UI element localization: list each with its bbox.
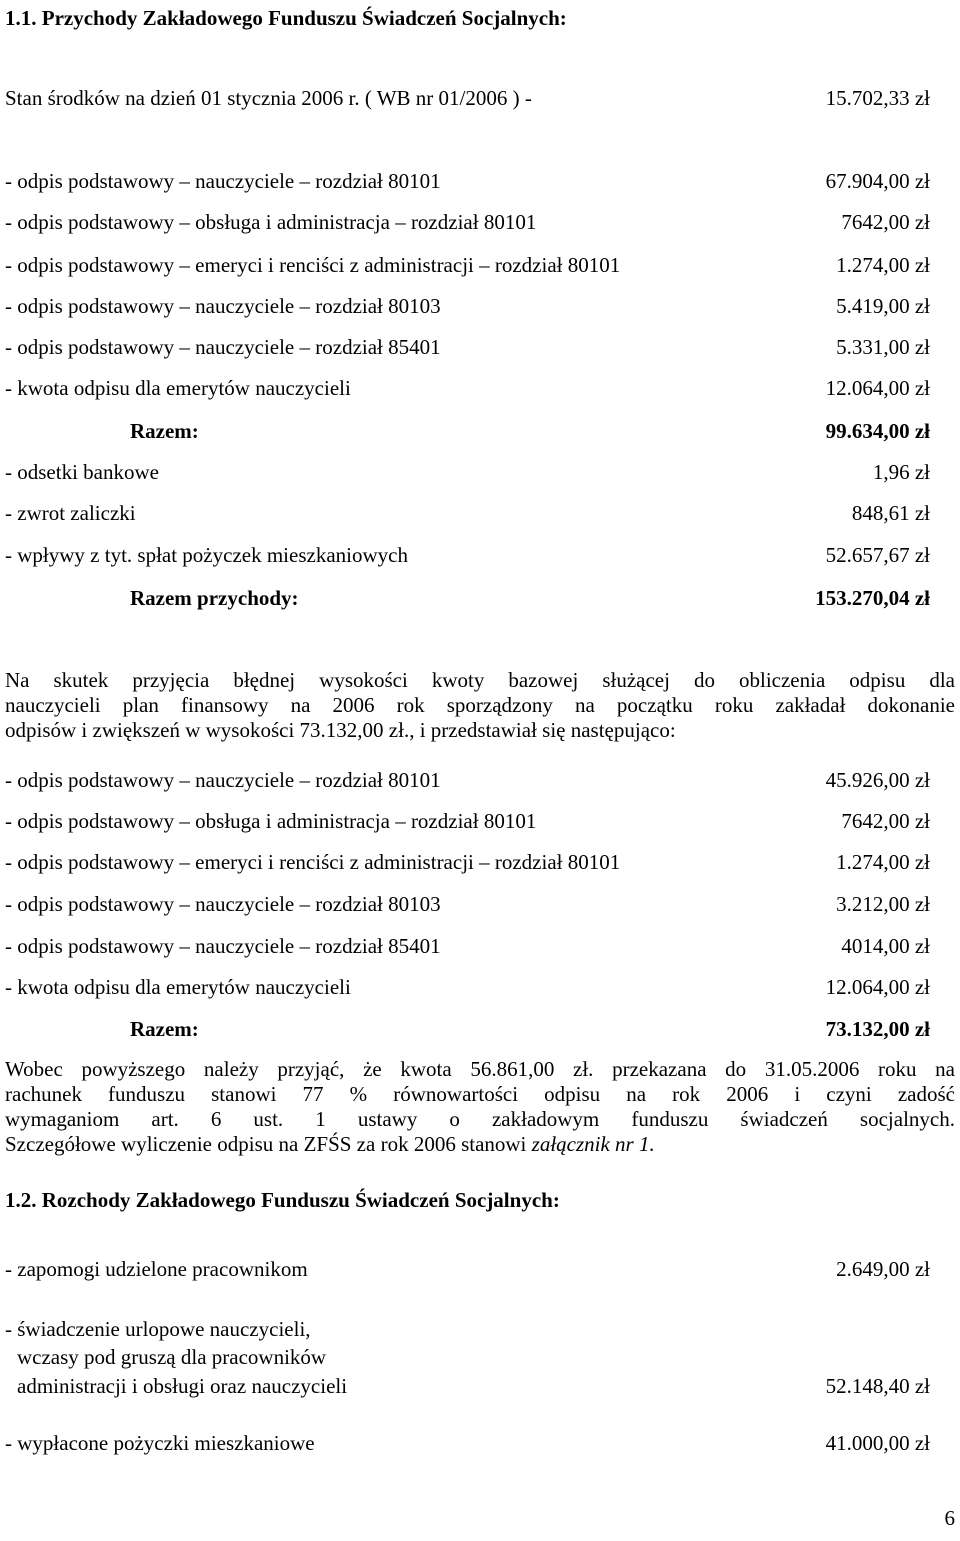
income-row-amount: 12.064,00 zł	[825, 376, 930, 400]
other-row-label: - zwrot zaliczki	[5, 501, 136, 525]
income-row-amount: 5.331,00 zł	[836, 335, 930, 359]
plan-row-label: - kwota odpisu dla emerytów nauczycieli	[5, 975, 351, 999]
expense-row-label: - wypłacone pożyczki mieszkaniowe	[5, 1431, 315, 1455]
expense-row-label: - świadczenie urlopowe nauczycieli,	[5, 1317, 311, 1341]
paragraph-line	[5, 1132, 955, 1157]
paragraph-line: rachunek funduszu stanowi 77 % równowartości odpisu na rok 2006 i czyni zadość	[5, 1082, 955, 1106]
page-number: 6	[944, 1506, 955, 1530]
section-heading-income: 1.1. Przychody Zakładowego Funduszu Świadczeń Socjalnych:	[5, 6, 567, 30]
expense-row-amount: 52.148,40 zł	[825, 1374, 930, 1398]
section-heading-expenses: 1.2. Rozchody Zakładowego Funduszu Świadczeń Socjalnych:	[5, 1188, 560, 1212]
income-row-label: - kwota odpisu dla emerytów nauczycieli	[5, 376, 351, 400]
plan-total-amount: 73.132,00 zł	[825, 1017, 930, 1041]
income-row-label: - odpis podstawowy – nauczyciele – rozdział 85401	[5, 335, 441, 359]
plan-row-amount: 1.274,00 zł	[836, 850, 930, 874]
paragraph-text: Szczegółowe wyliczenie odpisu na ZFŚS za rok 2006 stanowi	[5, 1132, 532, 1156]
income-row-amount: 5.419,00 zł	[836, 294, 930, 318]
other-row-amount: 1,96 zł	[872, 460, 930, 484]
subtotal-amount: 99.634,00 zł	[825, 419, 930, 443]
plan-row-label: - odpis podstawowy – nauczyciele – rozdział 80103	[5, 892, 441, 916]
other-row-amount: 52.657,67 zł	[825, 543, 930, 567]
income-row-label: - odpis podstawowy – nauczyciele – rozdział 80103	[5, 294, 441, 318]
plan-row-label: - odpis podstawowy – emeryci i renciści z administracji – rozdział 80101	[5, 850, 621, 874]
opening-balance-amount: 15.702,33 zł	[825, 86, 930, 110]
paragraph-line: Wobec powyższego należy przyjąć, że kwota 56.861,00 zł. przekazana do 31.05.2006 roku na	[5, 1057, 955, 1081]
income-row-label: - odpis podstawowy – nauczyciele – rozdział 80101	[5, 169, 441, 193]
total-income-amount: 153.270,04 zł	[815, 586, 930, 610]
plan-row-label: - odpis podstawowy – obsługa i administracja – rozdział 80101	[5, 809, 537, 833]
expense-row-label-cont: administracji i obsługi oraz nauczycieli	[17, 1374, 348, 1398]
opening-balance-label: Stan środków na dzień 01 stycznia 2006 r. ( WB nr 01/2006 ) -	[5, 86, 532, 110]
plan-row-amount: 3.212,00 zł	[836, 892, 930, 916]
expense-row-amount: 2.649,00 zł	[836, 1257, 930, 1281]
conclusion-paragraph	[5, 1057, 955, 1157]
other-row-label: - wpływy z tyt. spłat pożyczek mieszkaniowych	[5, 543, 408, 567]
total-income-label: Razem przychody:	[130, 586, 299, 610]
plan-total-label: Razem:	[130, 1017, 199, 1041]
expense-row-label: - zapomogi udzielone pracownikom	[5, 1257, 308, 1281]
explanation-paragraph	[5, 668, 955, 743]
paragraph-line: nauczycieli plan finansowy na 2006 rok sporządzony na początku roku zakładał dokonanie	[5, 693, 955, 717]
expense-row-label-cont: wczasy pod gruszą dla pracowników	[17, 1345, 327, 1369]
paragraph-line: Na skutek przyjęcia błędnej wysokości kwoty bazowej służącej do obliczenia odpisu dla	[5, 668, 955, 692]
income-row-amount: 67.904,00 zł	[825, 169, 930, 193]
income-row-amount: 1.274,00 zł	[836, 253, 930, 277]
income-row-amount: 7642,00 zł	[841, 210, 930, 234]
plan-row-amount: 7642,00 zł	[841, 809, 930, 833]
paragraph-line: odpisów i zwiększeń w wysokości 73.132,00 zł., i przedstawiał się następująco:	[5, 718, 676, 742]
income-row-label: - odpis podstawowy – obsługa i administracja – rozdział 80101	[5, 210, 537, 234]
paragraph-line: wymaganiom art. 6 ust. 1 ustawy o zakładowym funduszu świadczeń socjalnych.	[5, 1107, 955, 1131]
other-row-amount: 848,61 zł	[851, 501, 930, 525]
expense-row-amount: 41.000,00 zł	[825, 1431, 930, 1455]
plan-row-amount: 4014,00 zł	[841, 934, 930, 958]
attachment-reference: załącznik nr 1.	[531, 1132, 655, 1156]
plan-row-label: - odpis podstawowy – nauczyciele – rozdział 80101	[5, 768, 441, 792]
plan-row-amount: 12.064,00 zł	[825, 975, 930, 999]
subtotal-label: Razem:	[130, 419, 199, 443]
plan-row-label: - odpis podstawowy – nauczyciele – rozdział 85401	[5, 934, 441, 958]
income-row-label: - odpis podstawowy – emeryci i renciści z administracji – rozdział 80101	[5, 253, 621, 277]
plan-row-amount: 45.926,00 zł	[825, 768, 930, 792]
other-row-label: - odsetki bankowe	[5, 460, 159, 484]
